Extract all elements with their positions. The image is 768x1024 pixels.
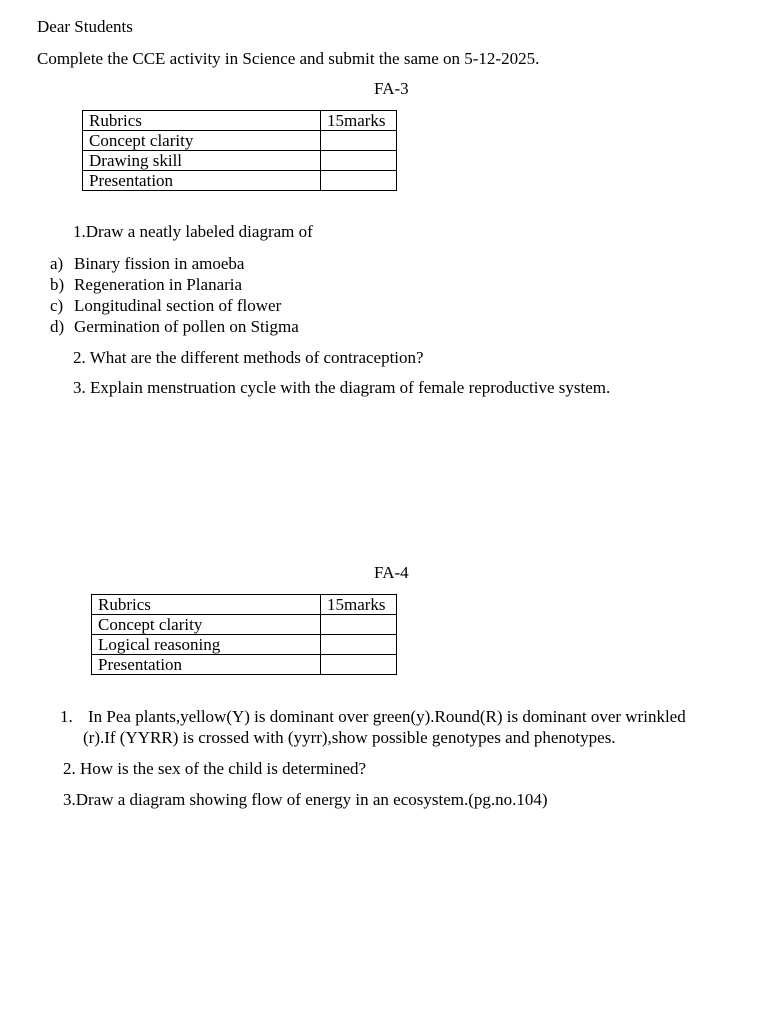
list-item-text: Binary fission in amoeba <box>74 254 245 273</box>
list-item-text: Longitudinal section of flower <box>74 296 282 315</box>
list-item-text: Germination of pollen on Stigma <box>74 317 299 336</box>
table-cell: Drawing skill <box>83 151 321 171</box>
table-cell: Concept clarity <box>92 615 321 635</box>
fa3-rubric-table <box>82 110 397 191</box>
table-cell: Rubrics <box>92 595 321 615</box>
table-cell: Logical reasoning <box>92 635 321 655</box>
table-cell <box>321 635 397 655</box>
table-row <box>92 655 397 675</box>
table-row <box>92 635 397 655</box>
fa4-question-2: 2. How is the sex of the child is determined? <box>63 759 367 778</box>
table-cell: Presentation <box>83 171 321 191</box>
list-item <box>50 254 244 274</box>
table-row <box>92 615 397 635</box>
fa4-question-1-number: 1. <box>60 707 73 726</box>
table-cell: Presentation <box>92 655 321 675</box>
table-row <box>83 111 397 131</box>
list-marker: b) <box>50 275 65 294</box>
fa3-question-3: 3. Explain menstruation cycle with the diagram of female reproductive system. <box>73 378 611 397</box>
table-cell <box>321 151 397 171</box>
table-row <box>83 171 397 191</box>
list-item <box>50 296 281 316</box>
table-row <box>83 131 397 151</box>
list-item <box>50 275 242 295</box>
table-cell: Rubrics <box>83 111 321 131</box>
fa4-rubric-table <box>91 594 397 675</box>
fa3-heading: FA-3 <box>374 79 409 98</box>
greeting: Dear Students <box>37 17 133 36</box>
fa4-question-1-line-2: (r).If (YYRR) is crossed with (yyrr),show possible genotypes and phenotypes. <box>83 728 616 747</box>
list-item <box>50 317 299 337</box>
fa4-heading: FA-4 <box>374 563 409 582</box>
table-cell: Concept clarity <box>83 131 321 151</box>
table-cell: 15marks <box>321 111 397 131</box>
intro-text: Complete the CCE activity in Science and submit the same on 5-12-2025. <box>37 49 540 68</box>
table-row <box>92 595 397 615</box>
table-cell <box>321 131 397 151</box>
fa4-question-1-line-1: In Pea plants,yellow(Y) is dominant over green(y).Round(R) is dominant over wrinkled <box>88 707 686 726</box>
list-marker: a) <box>50 254 64 273</box>
list-item-text: Regeneration in Planaria <box>74 275 243 294</box>
table-cell <box>321 655 397 675</box>
table-row <box>83 151 397 171</box>
table-cell <box>321 615 397 635</box>
list-marker: c) <box>50 296 64 315</box>
fa3-question-2: 2. What are the different methods of contraception? <box>73 348 424 367</box>
table-cell <box>321 171 397 191</box>
table-cell: 15marks <box>321 595 397 615</box>
fa4-question-3: 3.Draw a diagram showing flow of energy in an ecosystem.(pg.no.104) <box>63 790 548 809</box>
fa3-question-1: 1.Draw a neatly labeled diagram of <box>73 222 313 241</box>
list-marker: d) <box>50 317 65 336</box>
